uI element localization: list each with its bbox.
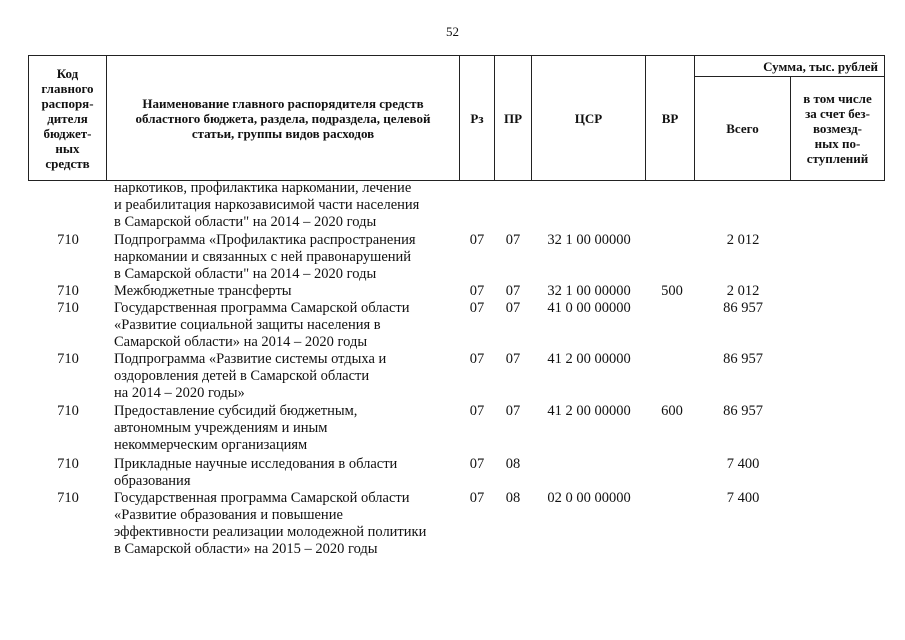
cell-rz: 07 — [469, 232, 485, 248]
cell-kod: 710 — [57, 300, 79, 316]
cell-pr: 07 — [505, 283, 521, 299]
cell-rz: 07 — [469, 283, 485, 299]
cell-vr: 600 — [661, 403, 683, 419]
cell-name: наркотиков, профилактика наркомании, лечение и реабилитация наркозависимой части населения в Самарской области" на 2014 – 2020 годы — [114, 180, 420, 230]
cell-rz: 07 — [469, 456, 485, 472]
cell-name: Межбюджетные трансферты — [114, 283, 292, 299]
cell-vsego: 7 400 — [726, 456, 760, 472]
cell-name: Прикладные научные исследования в области образования — [114, 456, 398, 489]
cell-pr: 08 — [505, 490, 521, 506]
cell-pr: 07 — [505, 300, 521, 316]
cell-vsego: 2 012 — [726, 232, 760, 248]
cell-pr: 08 — [505, 456, 521, 472]
cell-kod: 710 — [57, 351, 79, 367]
cell-kod: 710 — [57, 490, 79, 506]
cell-csr: 32 1 00 00000 — [547, 232, 631, 248]
header-bezvozm: в том числе за счет без-возмезд-ных по-ступлений — [803, 91, 872, 166]
cell-pr: 07 — [505, 232, 521, 248]
cell-vsego: 7 400 — [726, 490, 760, 506]
cell-name: Подпрограмма «Профилактика распространения наркомании и связанных с ней правонарушений в Самарской области" на 2014 – 2020 годы — [114, 232, 416, 282]
cell-csr: 41 2 00 00000 — [547, 403, 631, 419]
cell-rz: 07 — [469, 300, 485, 316]
table-header — [28, 55, 885, 181]
cell-name: Государственная программа Самарской области «Развитие социальной защиты населения в Самарской области» на 2014 – 2020 годы — [114, 300, 410, 350]
header-csr: ЦСР — [532, 56, 646, 180]
cell-vsego: 86 957 — [723, 403, 763, 419]
header-pr: ПР — [495, 56, 532, 180]
page-number: 52 — [446, 24, 459, 39]
cell-rz: 07 — [469, 490, 485, 506]
cell-csr: 41 0 00 00000 — [547, 300, 631, 316]
cell-csr: 32 1 00 00000 — [547, 283, 631, 299]
header-summa: Сумма, тыс. рублей — [695, 56, 884, 77]
cell-csr: 02 0 00 00000 — [547, 490, 631, 506]
cell-rz: 07 — [469, 351, 485, 367]
cell-pr: 07 — [505, 403, 521, 419]
header-name: Наименование главного распорядителя средств областного бюджета, раздела, подраздела, целевой статьи, группы видов расходов — [107, 56, 460, 180]
cell-pr: 07 — [505, 351, 521, 367]
header-vsego: Всего — [695, 77, 791, 180]
cell-vsego: 86 957 — [723, 300, 763, 316]
header-vr: ВР — [646, 56, 695, 180]
cell-kod: 710 — [57, 403, 79, 419]
cell-csr: 41 2 00 00000 — [547, 351, 631, 367]
cell-kod: 710 — [57, 456, 79, 472]
header-kod: Код главного распоря-дителя бюджет-ных средств — [29, 56, 107, 180]
cell-vr: 500 — [661, 283, 683, 299]
cell-name: Предоставление субсидий бюджетным, автономным учреждениям и иным некоммерческим организациям — [114, 403, 358, 453]
cell-kod: 710 — [57, 283, 79, 299]
cell-vsego: 2 012 — [726, 283, 760, 299]
cell-name: Государственная программа Самарской области «Развитие образования и повышение эффективности реализации молодежной политики в Самарской области» на 2015 – 2020 годы — [114, 490, 427, 557]
cell-rz: 07 — [469, 403, 485, 419]
cell-name: Подпрограмма «Развитие системы отдыха и оздоровления детей в Самарской области на 2014 – 2020 годы» — [114, 351, 387, 401]
cell-kod: 710 — [57, 232, 79, 248]
header-rz: Рз — [460, 56, 495, 180]
cell-vsego: 86 957 — [723, 351, 763, 367]
